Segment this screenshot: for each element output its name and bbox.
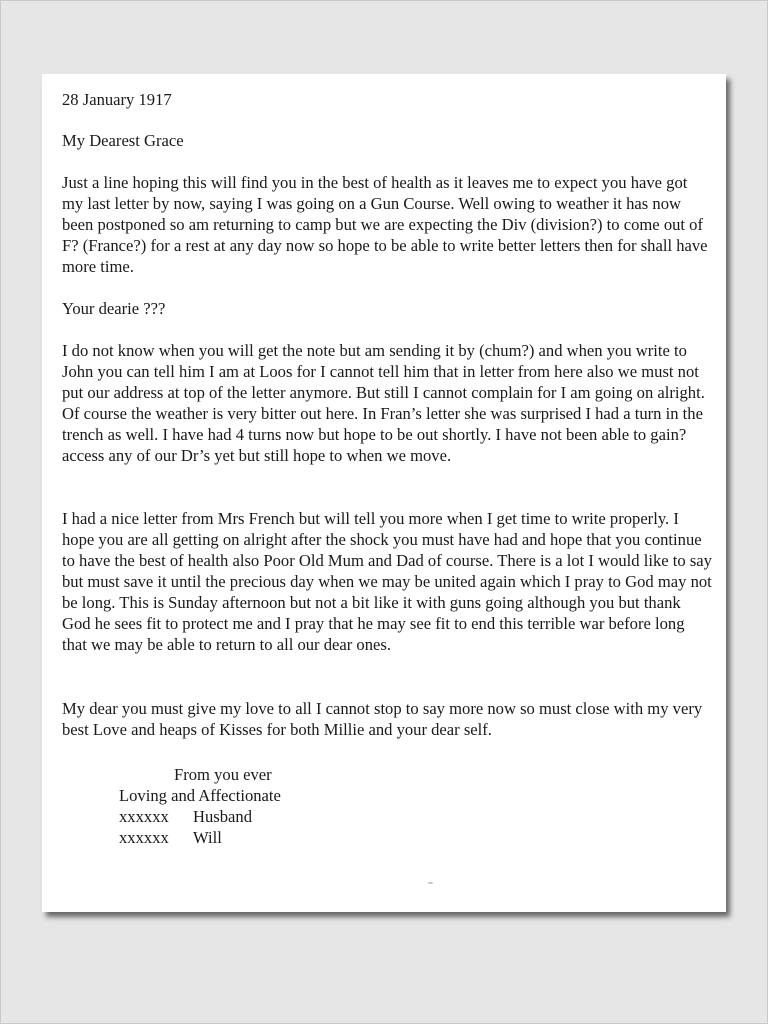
letter-date: 28 January 1917 bbox=[62, 90, 172, 109]
paragraph-3: I do not know when you will get the note but am sending it by (chum?) and when you write to John you can tell him I am at Loos for I cannot tell him that in letter from here also we must not put our address at top of the letter anymore. But still I cannot complain for I am going on alright. Of course the weather is very bitter out here. In Fran’s letter she was surprised I had a turn in the trench as well. I have had 4 turns now but hope to be out shortly. I have not been able to gain? access any of our Dr’s yet but still hope to when we move. bbox=[62, 341, 705, 465]
kisses-crosses: xxxxxx bbox=[119, 828, 169, 847]
signature-name: Will bbox=[193, 828, 222, 847]
signature-line-1 bbox=[119, 806, 281, 827]
paragraph-5: My dear you must give my love to all I cannot stop to say more now so must close with my very best Love and heaps of Kisses for both Millie and your dear self. bbox=[62, 699, 703, 739]
letter-page bbox=[42, 74, 726, 912]
closing-line-2: Loving and Affectionate bbox=[119, 786, 281, 805]
kisses-crosses: xxxxxx bbox=[119, 807, 169, 826]
paragraph-1: Just a line hoping this will find you in the best of health as it leaves me to expect you have got my last letter by now, saying I was going on a Gun Course. Well owing to weather it has now been postponed so am returning to camp but we are expecting the Div (division?) to come out of F? (France?) for a rest at any day now so hope to be able to write better letters then for shall have more time. bbox=[62, 173, 708, 276]
closing-line-1: From you ever bbox=[174, 765, 272, 784]
letter-salutation: My Dearest Grace bbox=[62, 131, 184, 150]
signature-word: Husband bbox=[193, 807, 252, 826]
paragraph-2: Your dearie ??? bbox=[62, 299, 166, 318]
letter-closing bbox=[119, 764, 281, 848]
signature-line-2 bbox=[119, 827, 281, 848]
paragraph-4: I had a nice letter from Mrs French but will tell you more when I get time to write properly. I hope you are all getting on alright after the shock you must have had and hope that you continue to have the best of health also Poor Old Mum and Dad of course. There is a lot I would like to say but must save it until the precious day when we may be united again which I pray to God may not be long. This is Sunday afternoon but not a bit like it with guns going although you but thank God he sees fit to protect me and I pray that he may see fit to end this terrible war before long that we may be able to return to all our dear ones. bbox=[62, 509, 712, 654]
paper-speck bbox=[428, 882, 433, 884]
